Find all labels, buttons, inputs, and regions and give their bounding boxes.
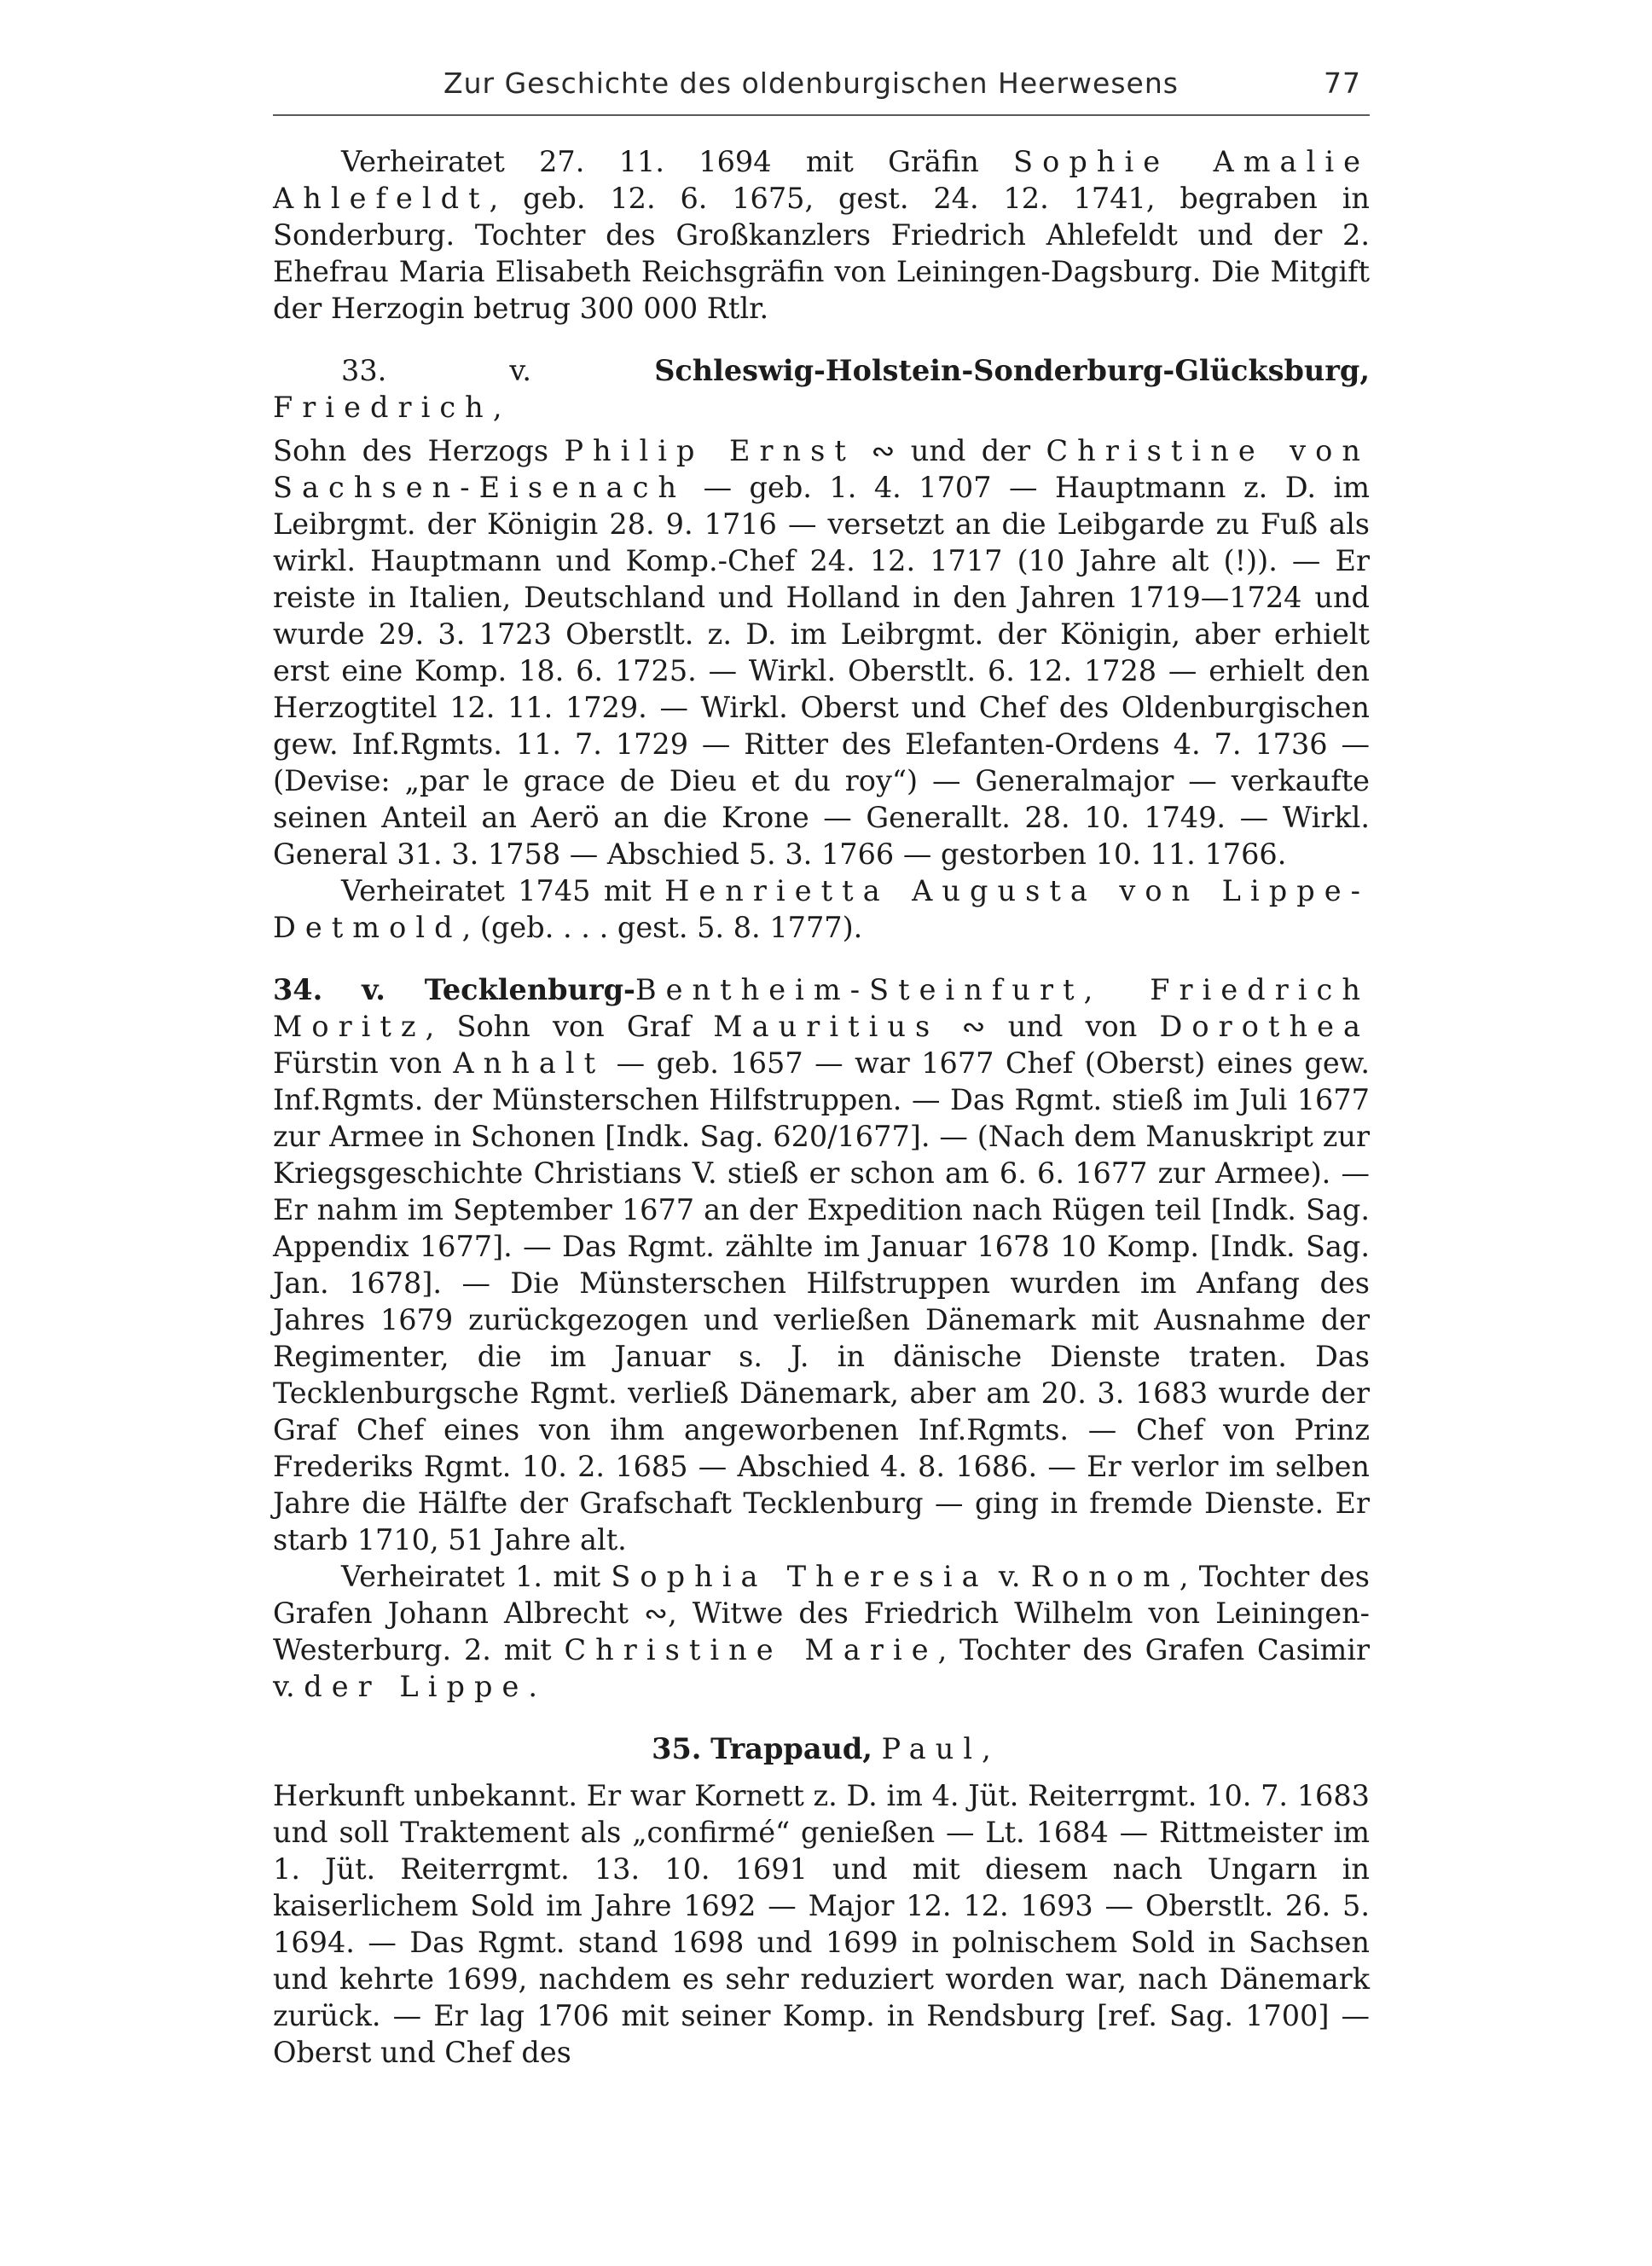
entry-34-marriage: Verheiratet 1. mit Sophia Theresia v. Ronom, Tochter des Grafen Johann Albrecht ∾, Witwe des Friedrich Wilhelm von Leiningen-Westerburg. 2. mit Christine Marie, Tochter des Grafen Casimir v. der Lippe.: [273, 1560, 1370, 1703]
entry-33-marriage: Verheiratet 1745 mit Henrietta Augusta von Lippe-Detmold, (geb. . . . gest. 5. 8. 1777).: [273, 874, 1370, 944]
page-body: [273, 143, 1370, 2071]
running-title: Zur Geschichte des oldenburgischen Heerwesens: [443, 67, 1179, 100]
entry-number: 35.: [652, 1732, 702, 1765]
entry-35-heading: 35. Trappaud, Paul,: [652, 1732, 991, 1765]
entry-35-body: Herkunft unbekannt. Er war Kornett z. D. im 4. Jüt. Reiterrgmt. 10. 7. 1683 und soll Traktement als „confirmé“ genießen — Lt. 1684 — Rittmeister im 1. Jüt. Reiterrgmt. 13. 10. 1691 und mit diesem nach Ungarn in kaiserlichem Sold im Jahre 1692 — Major 12. 12. 1693 — Oberstlt. 26. 5. 1694. — Das Rgmt. stand 1698 und 1699 in polnischem Sold in Sachsen und kehrte 1699, nachdem es sehr reduziert worden war, nach Dänemark zurück. — Er lag 1706 mit seiner Komp. in Rendsburg [ref. Sag. 1700] — Oberst und Chef des: [273, 1779, 1370, 2069]
entry-34-body: 34. v. Tecklenburg-Bentheim-Steinfurt, Friedrich Moritz, Sohn von Graf Mauritius ∾ und von Dorothea Fürstin von Anhalt — geb. 1657 — war 1677 Chef (Oberst) eines gew. Inf.Rgmts. der Münsterschen Hilfstruppen. — Das Rgmt. stieß im Juli 1677 zur Armee in Schonen [Indk. Sag. 620/1677]. — (Nach dem Manuskript zur Kriegsgeschichte Christians V. stieß er schon am 6. 6. 1677 zur Armee). — Er nahm im September 1677 an der Expedition nach Rügen teil [Indk. Sag. Appendix 1677]. — Das Rgmt. zählte im Januar 1678 10 Komp. [Indk. Sag. Jan. 1678]. — Die Münsterschen Hilfstruppen wurden im Anfang des Jahres 1679 zurückgezogen und verließen Dänemark mit Ausnahme der Regimenter, die im Januar s. J. in dänische Dienste traten. Das Tecklenburgsche Rgmt. verließ Dänemark, aber am 20. 3. 1683 wurde der Graf Chef eines von ihm angeworbenen Inf.Rgmts. — Chef von Prinz Frederiks Rgmt. 10. 2. 1685 — Abschied 4. 8. 1686. — Er verlor im selben Jahre die Hälfte der Grafschaft Tecklenburg — ging in fremde Dienste. Er starb 1710, 51 Jahre alt.: [273, 973, 1371, 1556]
entry-32-marriage: Verheiratet 27. 11. 1694 mit Gräfin Sophie Amalie Ahlefeldt, geb. 12. 6. 1675, gest. 24. 12. 1741, begraben in Sonderburg. Tochter des Großkanzlers Friedrich Ahlefeldt und der 2. Ehefrau Maria Elisabeth Reichsgräfin von Leiningen-Dagsburg. Die Mitgift der Herzogin betrug 300 000 Rtlr.: [273, 145, 1370, 325]
entry-name: Tecklenburg-: [424, 973, 635, 1006]
entry-33-heading: 33. v. Schleswig-Holstein-Sonderburg-Glücksburg, Friedrich,: [273, 354, 1370, 424]
page-number: 77: [1324, 67, 1361, 100]
entry-number: 34.: [273, 973, 323, 1006]
entry-number: 33.: [341, 354, 387, 387]
entry-name: Trappaud,: [710, 1732, 872, 1765]
entry-name: Schleswig-Holstein-Sonderburg-Glücksburg,: [654, 354, 1370, 387]
entry-33-body: Sohn des Herzogs Philip Ernst ∾ und der Christine von Sachsen-Eisenach — geb. 1. 4. 1707 — Hauptmann z. D. im Leibrgmt. der Königin 28. 9. 1716 — versetzt an die Leibgarde zu Fuß als wirkl. Hauptmann und Komp.-Chef 24. 12. 1717 (10 Jahre alt (!)). — Er reiste in Italien, Deutschland und Holland in den Jahren 1719—1724 und wurde 29. 3. 1723 Oberstlt. z. D. im Leibrgmt. der Königin, aber erhielt erst eine Komp. 18. 6. 1725. — Wirkl. Oberstlt. 6. 12. 1728 — erhielt den Herzogtitel 12. 11. 1729. — Wirkl. Oberst und Chef des Oldenburgischen gew. Inf.Rgmts. 11. 7. 1729 — Ritter des Elefanten-Ordens 4. 7. 1736 — (Devise: „par le grace de Dieu et du roy“) — Generalmajor — verkaufte seinen Anteil an Aerö an die Krone — Generallt. 28. 10. 1749. — Wirkl. General 31. 3. 1758 — Abschied 5. 3. 1766 — gestorben 10. 11. 1766.: [273, 434, 1370, 871]
entry-given-name: Paul: [881, 1732, 983, 1765]
entry-given-name: Friedrich: [273, 391, 493, 424]
running-header: [273, 51, 1370, 116]
spaced-name: Sophie Amalie Ahlefeldt: [273, 145, 1370, 215]
